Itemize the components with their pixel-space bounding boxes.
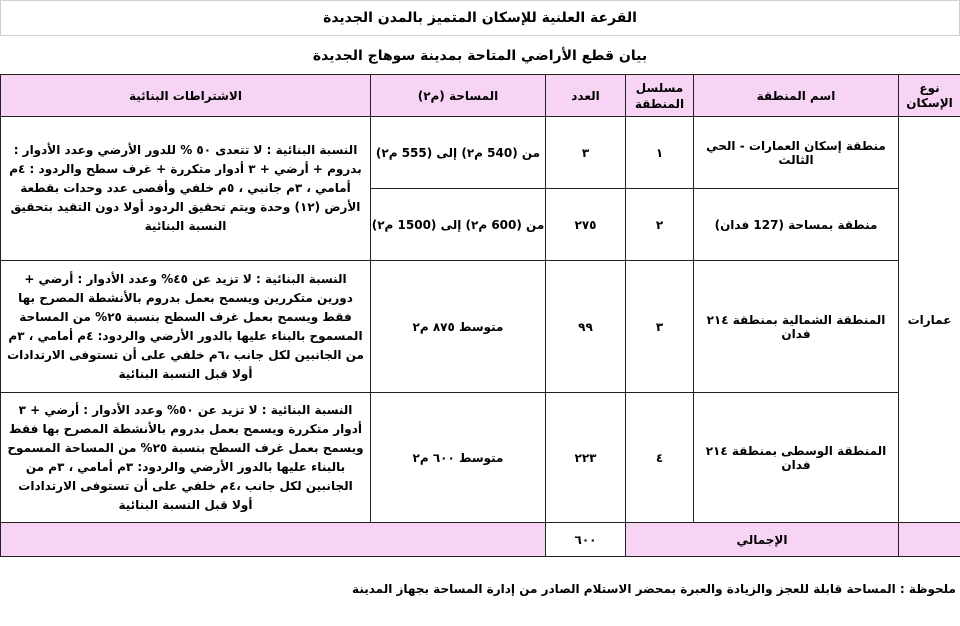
document-title: القرعة العلنية للإسكان المتميز بالمدن الجديدة: [0, 0, 960, 36]
total-row: [1, 523, 960, 557]
count-cell: ٢٢٣: [546, 393, 626, 523]
count-cell: ٣: [546, 117, 626, 189]
count-cell: ٢٧٥: [546, 189, 626, 261]
size-cell: متوسط ٦٠٠ م٢: [371, 393, 546, 523]
header-size: المساحة (م٢): [371, 75, 546, 117]
size-cell: متوسط ٨٧٥ م٢: [371, 261, 546, 393]
conditions-cell: النسبة البنائية : لا تتعدى ٥٠ % للدور الأرضي وعدد الأدوار : بدروم + أرضي + ٣ أدوار متكررة + غرف سطح والردود : ٤م أمامي ، ٣م جانبي ، ٥م خلفي وأقصى عدد وحدات بقطعة الأرض (١٢) وحدة ويتم تحقيق الردود أولا دون التقيد بتحقيق النسبة البنائية: [1, 117, 371, 261]
header-area-name: اسم المنطقة: [694, 75, 899, 117]
table-row: [1, 261, 960, 393]
header-conditions: الاشتراطات البنائية: [1, 75, 371, 117]
size-cell: من (540 م٢) إلى (555 م٢): [371, 117, 546, 189]
land-plots-table: [0, 74, 960, 557]
count-cell: ٩٩: [546, 261, 626, 393]
table-row: [1, 393, 960, 523]
document-subtitle: بيان قطع الأراضي المتاحة بمدينة سوهاج الجديدة: [312, 48, 648, 64]
header-count: العدد: [546, 75, 626, 117]
area-name-cell: المنطقة الشمالية بمنطقة ٢١٤ فدان: [694, 261, 899, 393]
header-serial: مسلسل المنطقة: [626, 75, 694, 117]
total-label: الإجمالي: [626, 523, 899, 557]
table-header-row: [1, 75, 960, 117]
header-housing-type: نوع الإسكان: [899, 75, 960, 117]
serial-cell: ٢: [626, 189, 694, 261]
area-name-cell: منطقة بمساحة (127 فدان): [694, 189, 899, 261]
conditions-cell: النسبة البنائية : لا تزيد عن ٤٥% وعدد الأدوار : أرضي + دورين متكررين ويسمح بعمل بدروم بالأنشطة المصرح بها فقط ويسمح بعمل غرف السطح بنسبة ٢٥% من المساحة المسموح بالبناء عليها بالدور الأرضي والردود: ٤م أمامي ، ٣م من الجانبين لكل جانب ،٦م خلفي على أن تستوفى الارتدادات أولا قبل النسبة البنائية: [1, 261, 371, 393]
total-blank-cell: [1, 523, 546, 557]
serial-cell: ٤: [626, 393, 694, 523]
serial-cell: ٣: [626, 261, 694, 393]
conditions-cell: النسبة البنائية : لا تزيد عن ٥٠% وعدد الأدوار : أرضي + ٣ أدوار متكررة ويسمح بعمل بدروم بالأنشطة المصرح بها فقط ويسمح بعمل غرف السطح بنسبة ٢٥% من المساحة المسموح بالبناء عليها بالدور الأرضي والردود: ٣م أمامي ، ٣م من الجانبين لكل جانب ،٤م خلفي على أن تستوفى الارتدادات أولا قبل النسبة البنائية: [1, 393, 371, 523]
area-name-cell: منطقة إسكان العمارات - الحي الثالث: [694, 117, 899, 189]
area-name-cell: المنطقة الوسطى بمنطقة ٢١٤ فدان: [694, 393, 899, 523]
serial-cell: ١: [626, 117, 694, 189]
housing-type-cell: عمارات: [899, 117, 960, 523]
size-cell: من (600 م٢) إلى (1500 م٢): [371, 189, 546, 261]
total-blank-cell: [899, 523, 960, 557]
table-row: [1, 117, 960, 189]
total-value: ٦٠٠: [546, 523, 626, 557]
footnote: ملحوظة : المساحة قابلة للعجز والزيادة والعبرة بمحضر الاستلام الصادر من إدارة المساحة بجهاز المدينة: [352, 582, 956, 596]
